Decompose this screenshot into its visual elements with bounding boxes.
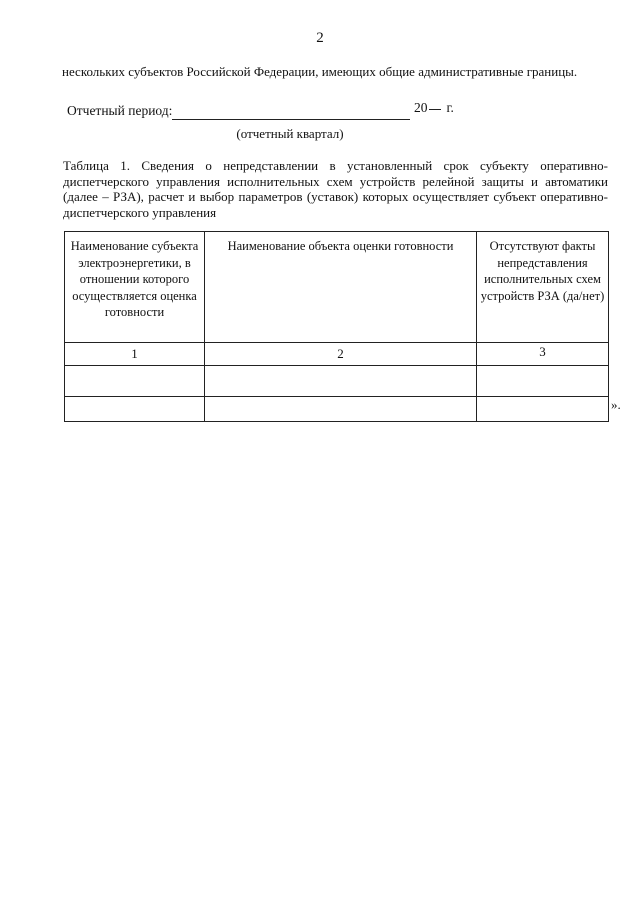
period-blank-line	[172, 119, 410, 120]
table-cell	[205, 397, 477, 422]
year-prefix: 20	[414, 100, 428, 115]
period-year	[414, 100, 454, 116]
closing-quote-mark: ».	[611, 397, 621, 412]
column-number-2: 2	[205, 343, 477, 366]
period-label: Отчетный период:	[67, 103, 173, 118]
table-cell	[477, 397, 609, 422]
table-caption: Таблица 1. Сведения о непредставлении в установленный срок субъекту оперативно-диспетчерского управления исполнительных схем устройств релейной защиты и автоматики (далее – РЗА), расчет и выбор параметров (уставок) которых осуществляет субъект оперативно-диспетчерского управления	[63, 158, 608, 220]
table-header-row	[65, 232, 609, 343]
header-schemes-status: Отсутствуют факты непредставления исполнительных схем устройств РЗА (да/нет)	[477, 232, 609, 343]
column-number-row	[65, 343, 609, 366]
table-row	[65, 397, 609, 422]
column-number-3: 3	[477, 343, 609, 366]
table-cell	[205, 366, 477, 397]
column-number-1: 1	[65, 343, 205, 366]
rza-table	[64, 231, 609, 422]
year-blank-line	[429, 109, 441, 110]
table-cell	[65, 397, 205, 422]
header-subject-name: Наименование субъекта электроэнергетики, в отношении которого осуществляется оценка готовности	[65, 232, 205, 343]
header-object-name: Наименование объекта оценки готовности	[205, 232, 477, 343]
table-row	[65, 366, 609, 397]
period-hint: (отчетный квартал)	[236, 126, 344, 141]
page-number: 2	[316, 30, 324, 46]
table-cell	[65, 366, 205, 397]
table-cell	[477, 366, 609, 397]
year-suffix: г.	[446, 100, 454, 115]
intro-line: нескольких субъектов Российской Федерации, имеющих общие административные границы.	[62, 64, 578, 79]
